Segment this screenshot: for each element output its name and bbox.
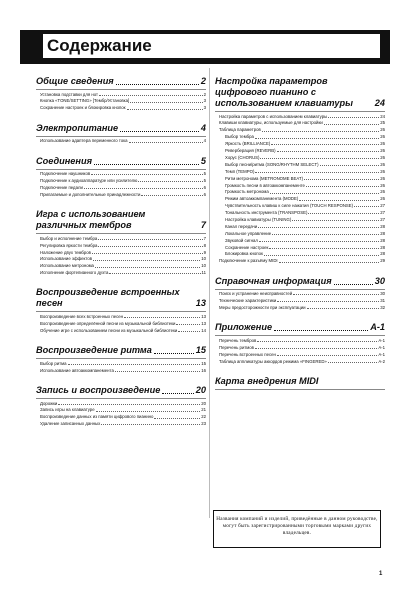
toc-entry[interactable] [215,120,385,125]
entry-title: Выбор ритма [40,360,67,366]
section-heading[interactable] [36,123,206,134]
dot-leader [154,418,200,419]
toc-entry[interactable] [215,196,385,201]
entry-page-number: 27 [380,216,385,222]
entry-title: Канал передачи [225,223,258,229]
entry-title: Использование метронома [40,263,94,269]
dot-leader [257,341,377,342]
section-title: Воспроизведение ритма [36,345,152,356]
section-title: Общие сведения [36,76,114,86]
dot-leader [95,267,200,268]
toc-entry[interactable] [215,245,385,250]
toc-entry[interactable] [36,92,206,97]
toc-entry[interactable] [215,114,385,119]
entry-page-number: 26 [380,196,385,202]
entry-title: Ритм метронома (METRONOME BEAT) [225,175,303,181]
toc-section [36,345,206,377]
page-title: Содержание [43,34,380,58]
dot-leader [91,174,202,175]
dot-leader [274,330,368,331]
entry-title: Наложение двух тембров [40,249,91,255]
toc-right-column [215,68,385,395]
toc-section [36,209,206,279]
entry-page-number: A-1 [378,351,385,357]
section-heading[interactable] [36,385,206,396]
entry-page-number: 20 [201,400,206,406]
entry-page-number: 10 [201,263,206,269]
entry-page-number: 28 [380,237,385,243]
dot-leader [138,181,202,182]
entry-page-number: 5 [203,171,206,177]
entry-title: Яркость (BRILLIANCE) [225,141,271,147]
entry-title: Технические характеристики [219,298,277,304]
toc-section [215,76,385,268]
entry-title: Выбор тембра [225,134,254,140]
entry-page-number: 26 [380,182,385,188]
entry-page-number: 28 [380,230,385,236]
section-rule [215,389,385,390]
dot-leader [92,253,203,254]
section-gap [36,197,206,201]
section-title: Справочная информация [215,275,332,286]
entry-title: Поиск и устранение неисправностей [219,291,293,297]
entry-title: Прилагаемые и дополнительные принадлежности [40,191,141,197]
dot-leader [279,262,380,263]
toc-entry[interactable] [215,169,385,174]
dot-leader [94,164,199,165]
toc-entry[interactable] [36,98,206,103]
entry-page-number: 3 [203,105,206,111]
trademark-note: Названия компаний и изделий, приведённые в данном руководстве, могут быть зарегистрированными торговыми марками других владельцев. [213,510,381,548]
toc-entry[interactable] [215,231,385,236]
section-rule [36,169,206,170]
section-page-number: 20 [195,384,206,395]
toc-left-column [36,68,206,430]
entry-page-number: 28 [380,223,385,229]
toc-entry[interactable] [36,243,206,248]
dot-leader [115,371,200,372]
dot-leader [354,206,379,207]
entry-page-number: 26 [380,189,385,195]
column-divider [209,68,210,518]
dot-leader [259,241,379,242]
toc-entry[interactable] [36,263,206,268]
section-heading[interactable] [215,276,385,287]
section-heading[interactable] [215,76,385,109]
entry-title: Чувствительность клавиш к силе нажатия (TOUCH RESPONSE) [225,203,354,209]
dot-leader [307,308,380,309]
entry-title: Меры предосторожности при эксплуатации [219,304,306,310]
dot-leader [277,355,377,356]
entry-title: Обучение игре с использованием песни из музыкальной библиотеки [40,327,178,333]
dot-leader [262,131,379,132]
entry-title: Подключение к разъёму MIDI [219,258,278,264]
entry-title: Исполнение фортепианного дуэта [40,270,109,276]
dot-leader [130,102,202,103]
entry-page-number: 22 [201,414,206,420]
toc-entry[interactable] [215,155,385,160]
entry-title: Клавиши клавиатуры, используемые для настройки [219,120,323,126]
entry-title: Подключение наушников [40,171,91,177]
entry-page-number: 26 [380,175,385,181]
dot-leader [129,142,203,143]
section-title: Воспроизведение встроенных песен [36,287,180,309]
section-gap [215,391,385,395]
dot-leader [124,317,200,318]
dot-leader [272,234,379,235]
dot-leader [292,220,379,221]
entry-title: Воспроизведение всех встроенных песен [40,314,124,320]
toc-entry[interactable] [215,345,385,350]
dot-leader [270,193,379,194]
entry-page-number: A-1 [378,344,385,350]
section-page-number: 13 [195,298,206,309]
section-rule [36,311,206,312]
entry-title: Режим автоаккомпанемента (MODE) [225,196,299,202]
entry-page-number: 7 [203,235,206,241]
section-page-number: 30 [374,275,385,286]
dot-leader [98,239,202,240]
section-rule [36,233,206,234]
entry-page-number: 28 [380,251,385,257]
section-gap [36,111,206,115]
section-title: Игра с использованием различных тембров [36,209,146,231]
entry-title: Блокировка кнопок [225,251,263,257]
toc-entry[interactable] [215,217,385,222]
toc-entry[interactable] [215,210,385,215]
dot-leader [293,294,379,295]
section-rule [36,136,206,137]
dot-leader [58,404,200,405]
section-rule [36,358,206,359]
dot-leader [99,95,203,96]
entry-page-number: 31 [380,298,385,304]
dot-leader [306,186,379,187]
toc-entry[interactable] [215,189,385,194]
dot-leader [255,138,379,139]
section-gap [36,144,206,148]
entry-page-number: 27 [380,210,385,216]
toc-entry[interactable] [36,314,206,319]
entry-page-number: 27 [380,203,385,209]
section-heading[interactable] [215,376,385,387]
entry-title: Дорожки [40,400,58,406]
dot-leader [162,393,193,394]
section-title: Приложение [215,322,273,333]
section-heading[interactable] [36,76,206,87]
entry-title: Тональность инструмента (TRANSPOSE) [225,210,308,216]
dot-leader [109,273,200,274]
entry-title: Воспроизведение данных из памяти цифрового пианино [40,414,154,420]
entry-title: Таблица аппликатуры аккордов режима «FINGERED» [219,358,327,364]
entry-page-number: 4 [203,138,206,144]
section-rule [215,335,385,336]
dot-leader [116,84,199,85]
toc-section [36,76,206,115]
toc-entry[interactable] [215,148,385,153]
toc-entry[interactable] [36,185,206,190]
toc-section [36,385,206,431]
toc-entry[interactable] [36,414,206,419]
section-gap [215,364,385,368]
entry-page-number: 8 [203,242,206,248]
entry-page-number: 26 [380,154,385,160]
dot-leader [154,353,194,354]
entry-title: Использование адаптера переменного тока [40,138,128,144]
entry-page-number: 32 [380,304,385,310]
entry-page-number: 15 [201,360,206,366]
dot-leader [101,424,200,425]
toc-entry[interactable] [215,352,385,357]
section-gap [36,373,206,377]
dot-leader [328,362,377,363]
toc-section [215,276,385,315]
entry-title: Сохранение настроек [225,244,269,250]
entry-title: Удаление записанных данных [40,421,101,427]
dot-leader [98,246,202,247]
entry-title: Хорус (CHORUS) [225,154,260,160]
entry-title: Кнопка «TONE/SETTING» [Тембр/Установка] [40,98,130,104]
section-title: Карта внедрения MIDI [215,375,319,386]
entry-page-number: A-1 [378,337,385,343]
entry-page-number: 26 [380,134,385,140]
section-gap [36,426,206,430]
entry-page-number: 21 [201,407,206,413]
dot-leader [299,200,379,201]
dot-leader [328,117,379,118]
entry-page-number: 13 [201,320,206,326]
dot-leader [334,284,373,285]
entry-title: Реверберация (REVERB) [225,148,276,154]
dot-leader [68,364,201,365]
entry-title: Перечень тембров [219,337,257,343]
entry-page-number: 28 [380,244,385,250]
page-number: 1 [379,571,383,577]
toc-entry[interactable] [36,178,206,183]
entry-page-number: 30 [380,291,385,297]
toc-section [36,156,206,202]
entry-title: Таблица параметров [219,127,261,133]
entry-title: Темп (TEMPO) [225,168,255,174]
entry-title: Использование автоаккомпанемента [40,367,114,373]
entry-page-number: 13 [201,314,206,320]
entry-page-number: 25 [380,120,385,126]
section-title: Запись и воспроизведение [36,384,161,395]
entry-page-number: 5 [203,178,206,184]
dot-leader [271,144,379,145]
dot-leader [324,124,379,125]
entry-title: Сохранение настроек и блокировка кнопок [40,105,126,111]
entry-page-number: 3 [203,98,206,104]
section-gap [215,310,385,314]
entry-title: Запись игры на клавиатуре [40,407,95,413]
dot-leader [258,227,379,228]
toc-entry[interactable] [215,134,385,139]
entry-title: Выбор и исполнение тембра [40,235,98,241]
entry-title: Локальное управление [225,230,272,236]
dot-leader [84,188,203,189]
entry-page-number: 2 [203,91,206,97]
section-rule [36,398,206,399]
section-page-number: 4 [200,122,206,133]
section-heading[interactable] [36,209,206,231]
toc-entry[interactable] [215,162,385,167]
toc-entry[interactable] [36,250,206,255]
entry-title: Громкость песни в автоаккомпанементе [225,182,305,188]
toc-entry[interactable] [215,127,385,132]
section-page-number: 15 [195,345,206,356]
dot-leader [176,324,200,325]
entry-page-number: 26 [380,148,385,154]
dot-leader [277,151,380,152]
toc-entry[interactable] [215,238,385,243]
entry-title: Использование эффектов [40,256,93,262]
toc-entry[interactable] [215,338,385,343]
dot-leader [277,301,379,302]
toc-entry[interactable] [36,407,206,412]
toc-entry[interactable] [215,203,385,208]
toc-entry[interactable] [36,256,206,261]
toc-section [215,376,385,395]
dot-leader [96,411,201,412]
toc-entry[interactable] [36,401,206,406]
dot-leader [260,158,379,159]
section-page-number: 7 [200,220,206,231]
entry-page-number: A-2 [378,358,385,364]
entry-title: Подключение педали [40,184,83,190]
section-title: Соединения [36,155,92,166]
section-title: Электропитание [36,122,119,133]
entry-page-number: 23 [201,421,206,427]
entry-title: Перечень встроенных песен [219,351,276,357]
section-page-number: A-1 [370,322,385,333]
toc-entry[interactable] [36,321,206,326]
section-title: Настройка параметров цифрового пианино с использованием клавиатуры [215,76,353,108]
section-rule [36,89,206,90]
entry-page-number: 24 [380,113,385,119]
dot-leader [178,331,200,332]
dot-leader [269,248,379,249]
entry-page-number: 26 [380,127,385,133]
toc-entry[interactable] [215,183,385,188]
section-heading[interactable] [36,287,206,309]
entry-title: Выбор песни/ритма (SONG/RHYTHM SELECT) [225,161,319,167]
toc-section [215,322,385,368]
section-rule [215,111,385,112]
section-heading[interactable] [36,345,206,356]
entry-title: Звуковой сигнал [225,237,258,243]
entry-page-number: 26 [380,168,385,174]
entry-title: Подключение к аудиоаппаратуре или усилителю [40,178,138,184]
toc-section [36,123,206,148]
section-page-number: 5 [200,155,206,166]
entry-page-number: 10 [201,256,206,262]
section-rule [215,289,385,290]
entry-page-number: 6 [203,191,206,197]
toc-entry[interactable] [36,171,206,176]
dot-leader [304,179,379,180]
entry-page-number: 26 [380,141,385,147]
entry-title: Настройка клавиатуры (TUNING) [225,216,292,222]
toc-entry[interactable] [36,361,206,366]
dot-leader [127,109,203,110]
toc-entry[interactable] [36,236,206,241]
entry-page-number: 29 [380,258,385,264]
entry-title: Перечень ритмов [219,344,254,350]
section-gap [36,333,206,337]
section-page-number: 24 [374,98,385,108]
dot-leader [320,165,380,166]
dot-leader [93,260,200,261]
toc-entry[interactable] [215,176,385,181]
entry-title: Громкость метронома [225,189,269,195]
section-gap [215,264,385,268]
toc-entry[interactable] [215,251,385,256]
entry-page-number: 9 [203,249,206,255]
toc-entry[interactable] [215,224,385,229]
dot-leader [255,172,379,173]
section-heading[interactable] [36,156,206,167]
toc-entry[interactable] [215,141,385,146]
dot-leader [120,131,199,132]
entry-page-number: 11 [201,270,206,276]
section-page-number: 2 [200,76,206,86]
entry-page-number: 6 [203,184,206,190]
toc-entry[interactable] [215,298,385,303]
entry-title: Установка подставки для нот [40,91,99,97]
entry-title: Воспроизведение определённой песни из музыкальной библиотеки [40,320,176,326]
entry-title: Регулировка яркости тембра [40,242,98,248]
entry-page-number: 26 [380,161,385,167]
section-gap [36,275,206,279]
toc-section [36,287,206,337]
dot-leader [255,348,377,349]
dot-leader [264,255,379,256]
dot-leader [308,213,379,214]
entry-page-number: 14 [201,327,206,333]
entry-title: Настройка параметров с использованием клавиатуры [219,113,328,119]
section-heading[interactable] [215,322,385,333]
dot-leader [141,195,202,196]
entry-page-number: 16 [201,367,206,373]
toc-entry[interactable] [215,291,385,296]
